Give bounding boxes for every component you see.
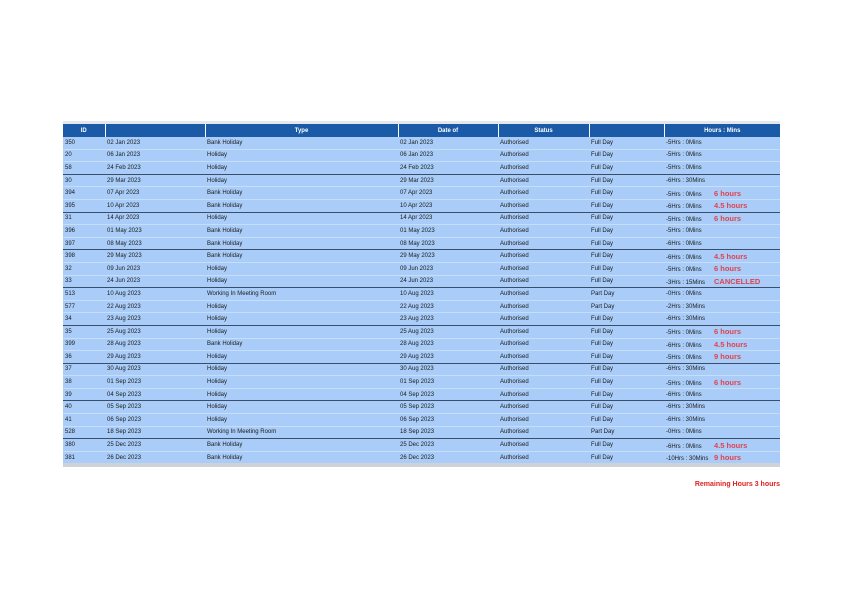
cell-type: Bank Holiday (205, 225, 398, 238)
cell-type: Bank Holiday (205, 237, 398, 250)
cell-status: Authorised (498, 288, 589, 301)
hours-value: -6Hrs : 0Mins (666, 204, 702, 211)
table-row[interactable] (63, 262, 780, 275)
cell-type: Bank Holiday (205, 199, 398, 212)
cell-date: 01 Sep 2023 (105, 376, 205, 389)
cell-id: 58 (63, 162, 105, 175)
cell-type: Working In Meeting Room (205, 288, 398, 301)
table-row[interactable] (63, 288, 780, 301)
cell-status: Authorised (498, 137, 589, 149)
cell-day: Full Day (589, 187, 664, 200)
cell-day: Full Day (589, 401, 664, 414)
cell-day: Full Day (589, 137, 664, 149)
cell-hours (664, 313, 780, 326)
cell-date-of: 08 May 2023 (398, 237, 498, 250)
cell-id: 396 (63, 225, 105, 238)
cell-status: Authorised (498, 187, 589, 200)
table-row[interactable] (63, 300, 780, 313)
cell-id: 37 (63, 363, 105, 376)
table-row[interactable] (63, 363, 780, 376)
cell-hours (664, 212, 780, 225)
cell-hours (664, 187, 780, 200)
cell-hours (664, 351, 780, 364)
table-row[interactable] (63, 325, 780, 338)
cell-id: 40 (63, 401, 105, 414)
row-note: 6 hours (714, 264, 742, 274)
hours-value: -5Hrs : 0Mins (666, 330, 702, 337)
header-date-of[interactable]: Date of (398, 124, 498, 137)
cell-day: Full Day (589, 199, 664, 212)
cell-day: Part Day (589, 288, 664, 301)
cell-day: Full Day (589, 351, 664, 364)
cell-date: 25 Dec 2023 (105, 439, 205, 452)
cell-id: 38 (63, 376, 105, 389)
hours-value: -2Hrs : 30Mins (666, 303, 706, 310)
cell-hours (664, 363, 780, 376)
cell-type: Holiday (205, 262, 398, 275)
cell-date: 18 Sep 2023 (105, 426, 205, 439)
row-note: 4.5 hours (714, 251, 748, 261)
cell-date: 06 Sep 2023 (105, 414, 205, 427)
cell-type: Holiday (205, 149, 398, 162)
cell-id: 397 (63, 237, 105, 250)
cell-status: Authorised (498, 162, 589, 175)
cell-day: Full Day (589, 414, 664, 427)
hours-value: -6Hrs : 0Mins (666, 342, 702, 349)
cell-date-of: 01 Sep 2023 (398, 376, 498, 389)
table-row[interactable] (63, 275, 780, 288)
cell-date-of: 28 Aug 2023 (398, 338, 498, 351)
header-hours-mins[interactable]: Hours : Mins (664, 124, 780, 137)
table-body (63, 137, 780, 465)
cell-date: 04 Sep 2023 (105, 388, 205, 401)
table-header-row (63, 124, 780, 137)
cell-date: 10 Apr 2023 (105, 199, 205, 212)
cell-date-of: 01 May 2023 (398, 225, 498, 238)
cell-id: 513 (63, 288, 105, 301)
cell-date: 29 Aug 2023 (105, 351, 205, 364)
cell-day: Part Day (589, 426, 664, 439)
cell-hours (664, 338, 780, 351)
table-row[interactable] (63, 414, 780, 427)
cell-hours (664, 199, 780, 212)
cell-id: 20 (63, 149, 105, 162)
row-note: 9 hours (714, 453, 742, 463)
cell-type: Bank Holiday (205, 439, 398, 452)
cell-hours (664, 237, 780, 250)
cell-date: 09 Jun 2023 (105, 262, 205, 275)
cell-hours (664, 162, 780, 175)
cell-day: Full Day (589, 275, 664, 288)
cell-id: 35 (63, 325, 105, 338)
cell-status: Authorised (498, 225, 589, 238)
cell-date: 26 Dec 2023 (105, 451, 205, 465)
cell-hours (664, 414, 780, 427)
hours-value: -6Hrs : 30Mins (666, 177, 706, 184)
cell-type: Holiday (205, 300, 398, 313)
cell-id: 399 (63, 338, 105, 351)
cell-day: Full Day (589, 325, 664, 338)
table-row[interactable] (63, 426, 780, 439)
cell-hours (664, 451, 780, 465)
cell-hours (664, 275, 780, 288)
row-note: 6 hours (714, 188, 742, 198)
cell-date-of: 26 Dec 2023 (398, 451, 498, 465)
cell-status: Authorised (498, 300, 589, 313)
cell-date-of: 04 Sep 2023 (398, 388, 498, 401)
hours-value: -5Hrs : 0Mins (666, 227, 702, 234)
cell-day: Full Day (589, 376, 664, 389)
hours-value: -5Hrs : 0Mins (666, 152, 702, 159)
cell-type: Holiday (205, 351, 398, 364)
cell-status: Authorised (498, 275, 589, 288)
leave-table (63, 124, 780, 467)
cell-date: 05 Sep 2023 (105, 401, 205, 414)
cell-status: Authorised (498, 414, 589, 427)
remaining-hours: Remaining Hours 3 hours (694, 481, 780, 488)
cell-day: Full Day (589, 149, 664, 162)
hours-value: -6Hrs : 0Mins (666, 391, 702, 398)
row-note: 4.5 hours (714, 201, 748, 211)
cell-id: 39 (63, 388, 105, 401)
cell-status: Authorised (498, 250, 589, 263)
cell-status: Authorised (498, 174, 589, 187)
hours-value: -6Hrs : 0Mins (666, 443, 702, 450)
cell-date: 24 Feb 2023 (105, 162, 205, 175)
hours-value: -6Hrs : 0Mins (666, 254, 702, 261)
hours-value: -5Hrs : 0Mins (666, 267, 702, 274)
cell-type: Holiday (205, 401, 398, 414)
table-row[interactable] (63, 162, 780, 175)
cell-date-of: 14 Apr 2023 (398, 212, 498, 225)
cell-type: Holiday (205, 275, 398, 288)
table-row[interactable] (63, 212, 780, 225)
cell-id: 395 (63, 199, 105, 212)
row-note: 6 hours (714, 213, 742, 223)
cell-status: Authorised (498, 338, 589, 351)
cell-date: 08 May 2023 (105, 237, 205, 250)
table-row[interactable] (63, 313, 780, 326)
cell-id: 34 (63, 313, 105, 326)
hours-value: -6Hrs : 30Mins (666, 404, 706, 411)
cell-type: Bank Holiday (205, 451, 398, 465)
hours-value: -6Hrs : 30Mins (666, 366, 706, 373)
table-row[interactable] (63, 250, 780, 263)
cell-status: Authorised (498, 149, 589, 162)
cell-date: 14 Apr 2023 (105, 212, 205, 225)
cell-date: 06 Jan 2023 (105, 149, 205, 162)
row-note: 4.5 hours (714, 440, 748, 450)
table-row[interactable] (63, 338, 780, 351)
cell-status: Authorised (498, 376, 589, 389)
row-note: 6 hours (714, 327, 742, 337)
cell-date-of: 30 Aug 2023 (398, 363, 498, 376)
cell-date: 02 Jan 2023 (105, 137, 205, 149)
hours-value: -6Hrs : 30Mins (666, 416, 706, 423)
table-row[interactable] (63, 351, 780, 364)
cell-type: Holiday (205, 162, 398, 175)
row-note: 9 hours (714, 352, 742, 362)
table-row[interactable] (63, 439, 780, 452)
table-row[interactable] (63, 376, 780, 389)
cell-date-of: 29 Mar 2023 (398, 174, 498, 187)
hours-value: -0Hrs : 0Mins (666, 290, 702, 297)
cell-status: Authorised (498, 325, 589, 338)
table-row[interactable] (63, 225, 780, 238)
cell-hours (664, 388, 780, 401)
cell-hours (664, 426, 780, 439)
cell-date-of: 29 May 2023 (398, 250, 498, 263)
cell-hours (664, 325, 780, 338)
cell-hours (664, 401, 780, 414)
cell-day: Full Day (589, 237, 664, 250)
cell-type: Holiday (205, 363, 398, 376)
cell-day: Full Day (589, 388, 664, 401)
cell-day: Full Day (589, 451, 664, 465)
cell-hours (664, 376, 780, 389)
cell-type: Holiday (205, 174, 398, 187)
cell-day: Full Day (589, 313, 664, 326)
cell-hours (664, 225, 780, 238)
cell-id: 33 (63, 275, 105, 288)
cell-day: Full Day (589, 338, 664, 351)
cell-type: Bank Holiday (205, 250, 398, 263)
cell-id: 381 (63, 451, 105, 465)
table-row[interactable] (63, 451, 780, 465)
table-row[interactable] (63, 401, 780, 414)
row-note: 4.5 hours (714, 339, 748, 349)
cell-id: 398 (63, 250, 105, 263)
header-status[interactable]: Status (498, 124, 589, 137)
table-row[interactable] (63, 237, 780, 250)
cell-date-of: 23 Aug 2023 (398, 313, 498, 326)
cell-date: 24 Jun 2023 (105, 275, 205, 288)
cell-date: 01 May 2023 (105, 225, 205, 238)
cell-date: 07 Apr 2023 (105, 187, 205, 200)
cell-date-of: 02 Jan 2023 (398, 137, 498, 149)
cell-type: Holiday (205, 325, 398, 338)
table-row[interactable] (63, 187, 780, 200)
cell-id: 394 (63, 187, 105, 200)
cell-id: 30 (63, 174, 105, 187)
cell-status: Authorised (498, 451, 589, 465)
cell-date-of: 18 Sep 2023 (398, 426, 498, 439)
cell-status: Authorised (498, 426, 589, 439)
cell-type: Working In Meeting Room (205, 426, 398, 439)
cell-status: Authorised (498, 237, 589, 250)
cell-hours (664, 439, 780, 452)
cell-date: 25 Aug 2023 (105, 325, 205, 338)
hours-value: -5Hrs : 0Mins (666, 164, 702, 171)
hours-value: -6Hrs : 0Mins (666, 240, 702, 247)
cell-hours (664, 137, 780, 149)
cell-type: Holiday (205, 414, 398, 427)
cell-date-of: 10 Apr 2023 (398, 199, 498, 212)
cell-date-of: 09 Jun 2023 (398, 262, 498, 275)
cell-date-of: 07 Apr 2023 (398, 187, 498, 200)
header-type[interactable]: Type (205, 124, 398, 137)
cell-id: 380 (63, 439, 105, 452)
cell-date: 29 Mar 2023 (105, 174, 205, 187)
cell-status: Authorised (498, 439, 589, 452)
hours-value: -5Hrs : 0Mins (666, 380, 702, 387)
cell-date-of: 25 Dec 2023 (398, 439, 498, 452)
hours-value: -3Hrs : 15Mins (666, 279, 706, 286)
cell-status: Authorised (498, 363, 589, 376)
cell-day: Full Day (589, 162, 664, 175)
cell-date: 10 Aug 2023 (105, 288, 205, 301)
cell-day: Part Day (589, 300, 664, 313)
cell-date-of: 06 Jan 2023 (398, 149, 498, 162)
cell-day: Full Day (589, 363, 664, 376)
cell-hours (664, 250, 780, 263)
cell-hours (664, 262, 780, 275)
cell-hours (664, 149, 780, 162)
cell-type: Holiday (205, 212, 398, 225)
cell-hours (664, 174, 780, 187)
cell-date: 30 Aug 2023 (105, 363, 205, 376)
cell-type: Holiday (205, 388, 398, 401)
cell-day: Full Day (589, 225, 664, 238)
row-note: 6 hours (714, 377, 742, 387)
hours-value: -5Hrs : 0Mins (666, 139, 702, 146)
cell-day: Full Day (589, 174, 664, 187)
header-date[interactable] (105, 124, 205, 137)
table-row[interactable] (63, 149, 780, 162)
row-note: CANCELLED (714, 276, 761, 286)
cell-day: Full Day (589, 212, 664, 225)
cell-id: 32 (63, 262, 105, 275)
cell-date-of: 10 Aug 2023 (398, 288, 498, 301)
cell-date-of: 24 Feb 2023 (398, 162, 498, 175)
cell-status: Authorised (498, 199, 589, 212)
cell-hours (664, 288, 780, 301)
cell-date-of: 25 Aug 2023 (398, 325, 498, 338)
cell-day: Full Day (589, 250, 664, 263)
cell-id: 31 (63, 212, 105, 225)
hours-value: -5Hrs : 0Mins (666, 216, 702, 223)
cell-date-of: 24 Jun 2023 (398, 275, 498, 288)
hours-value: -0Hrs : 0Mins (666, 429, 702, 436)
cell-type: Bank Holiday (205, 338, 398, 351)
cell-date: 23 Aug 2023 (105, 313, 205, 326)
cell-date-of: 22 Aug 2023 (398, 300, 498, 313)
cell-type: Holiday (205, 376, 398, 389)
table-row[interactable] (63, 174, 780, 187)
hours-value: -5Hrs : 0Mins (666, 191, 702, 198)
cell-id: 41 (63, 414, 105, 427)
cell-status: Authorised (498, 401, 589, 414)
cell-date-of: 05 Sep 2023 (398, 401, 498, 414)
cell-id: 36 (63, 351, 105, 364)
cell-type: Holiday (205, 313, 398, 326)
cell-status: Authorised (498, 313, 589, 326)
cell-type: Bank Holiday (205, 137, 398, 149)
cell-date: 28 Aug 2023 (105, 338, 205, 351)
table-row[interactable] (63, 388, 780, 401)
cell-id: 577 (63, 300, 105, 313)
cell-date-of: 06 Sep 2023 (398, 414, 498, 427)
hours-value: -10Hrs : 30Mins (666, 456, 709, 463)
header-day[interactable] (589, 124, 664, 137)
cell-status: Authorised (498, 212, 589, 225)
cell-type: Bank Holiday (205, 187, 398, 200)
cell-date-of: 29 Aug 2023 (398, 351, 498, 364)
cell-status: Authorised (498, 388, 589, 401)
cell-id: 528 (63, 426, 105, 439)
header-id[interactable]: ID (63, 124, 105, 137)
cell-status: Authorised (498, 351, 589, 364)
cell-day: Full Day (589, 439, 664, 452)
hours-value: -6Hrs : 30Mins (666, 316, 706, 323)
cell-hours (664, 300, 780, 313)
cell-date: 22 Aug 2023 (105, 300, 205, 313)
cell-day: Full Day (589, 262, 664, 275)
table-row[interactable] (63, 137, 780, 149)
hours-value: -5Hrs : 0Mins (666, 355, 702, 362)
cell-status: Authorised (498, 262, 589, 275)
cell-date: 29 May 2023 (105, 250, 205, 263)
table-row[interactable] (63, 199, 780, 212)
cell-id: 350 (63, 137, 105, 149)
